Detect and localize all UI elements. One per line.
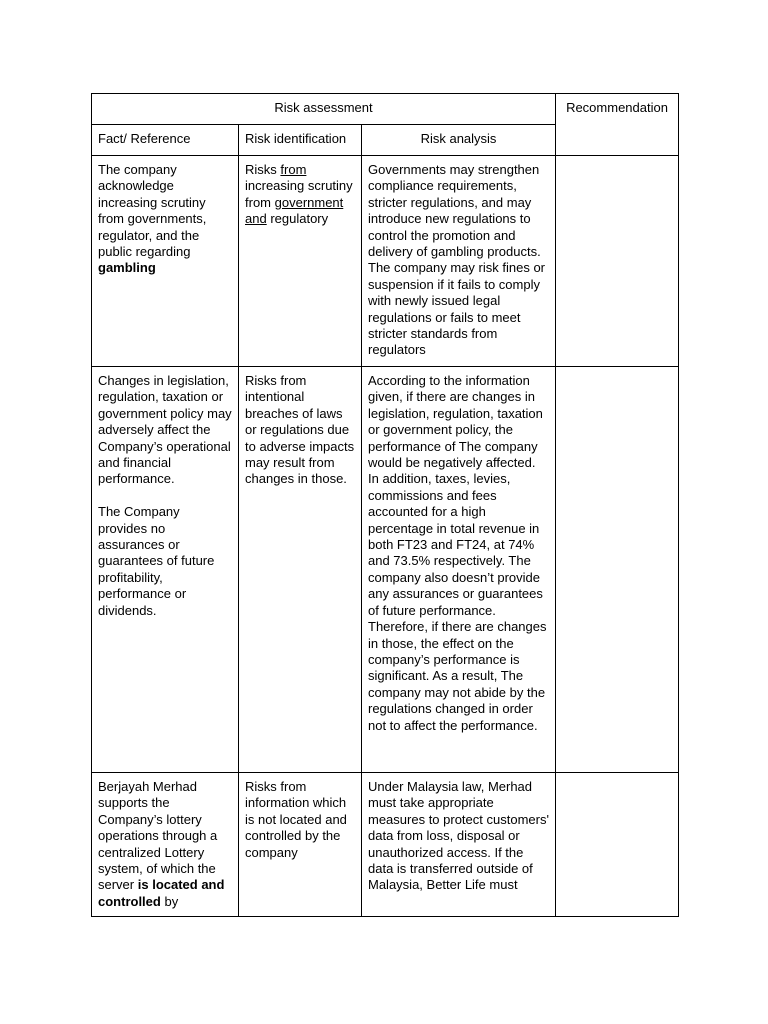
risk-assessment-header: Risk assessment [92, 94, 556, 125]
fact-reference-cell: The company acknowledge increasing scrutiny from governments, regulator, and the public regarding gambling [92, 156, 239, 367]
bold-keyword: gambling [98, 260, 156, 276]
bold-keyword: is located and controlled [98, 877, 225, 909]
risk-identification-header: Risk identification [239, 125, 362, 156]
table-row [92, 156, 679, 367]
recommendation-cell [556, 773, 679, 917]
fact-reference-cell: Changes in legislation, regulation, taxation or government policy may adversely affect the Company’s operational and financial performance. The Company provides no assurances or guarantees of future profitability, performance or dividends. [92, 367, 239, 773]
fact-reference-cell: Berjayah Merhad supports the Company’s lottery operations through a centralized Lottery system, of which the server is located and controlled by [92, 773, 239, 917]
risk-analysis-cell: Under Malaysia law, Merhad must take appropriate measures to protect customers' data from loss, disposal or unauthorized access. If the data is transferred outside of Malaysia, Better Life must [362, 773, 556, 917]
table-header-row [92, 94, 679, 125]
risk-identification-cell: Risks from intentional breaches of laws or regulations due to adverse impacts may result from changes in those. [239, 367, 362, 773]
table-row [92, 367, 679, 773]
risk-identification-cell: Risks from information which is not located and controlled by the company [239, 773, 362, 917]
risk-identification-cell: Risks from increasing scrutiny from government and regulatory [239, 156, 362, 367]
table-row [92, 773, 679, 917]
fact-reference-header: Fact/ Reference [92, 125, 239, 156]
recommendation-header: Recommendation [556, 94, 679, 156]
risk-analysis-header: Risk analysis [362, 125, 556, 156]
risk-assessment-table [91, 93, 679, 917]
risk-analysis-cell: According to the information given, if there are changes in legislation, regulation, taxation or government policy, the performance of The company would be negatively affected. In addition, taxes, levies, commissions and fees accounted for a high percentage in total revenue in both FT23 and FT24, at 74% and 73.5% respectively. The company also doesn’t provide any assurances or guarantees of future performance. Therefore, if there are changes in those, the effect on the company’s performance is significant. As a result, The company may not abide by the regulations changed in order not to affect the performance. [362, 367, 556, 773]
recommendation-cell [556, 156, 679, 367]
recommendation-cell [556, 367, 679, 773]
risk-analysis-cell: Governments may strengthen compliance requirements, stricter regulations, and may introduce new regulations to control the promotion and delivery of gambling products. The company may risk fines or suspension if it fails to comply with newly issued legal regulations or fails to meet stricter standards from regulators [362, 156, 556, 367]
